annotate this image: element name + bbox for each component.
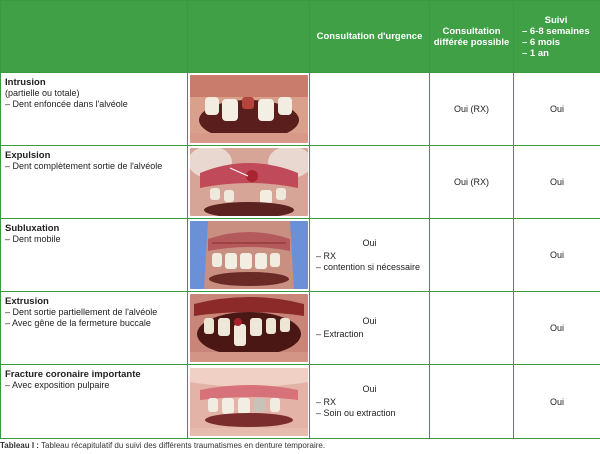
caption-label: Tableau I : bbox=[0, 441, 39, 450]
trauma-description: Expulsion – Dent complètement sortie de l'alvéole bbox=[1, 146, 188, 219]
fracture-photo bbox=[190, 368, 308, 436]
suivi-cell: Oui bbox=[514, 146, 600, 219]
suivi-cell: Oui bbox=[514, 292, 600, 365]
trauma-photo bbox=[188, 219, 310, 292]
urgence-cell: Oui – RX – Soin ou extraction bbox=[310, 365, 430, 439]
urgence-cell: Oui – RX – contention si nécessaire bbox=[310, 219, 430, 292]
table-row bbox=[1, 219, 600, 292]
suivi-cell: Oui bbox=[514, 219, 600, 292]
differee-cell bbox=[430, 219, 514, 292]
table-caption bbox=[0, 441, 325, 450]
differee-cell: Oui (RX) bbox=[430, 73, 514, 146]
header-urgence: Consultation d'urgence bbox=[310, 1, 430, 73]
trauma-description: Subluxation – Dent mobile bbox=[1, 219, 188, 292]
caption-text: Tableau récapitulatif du suivi des différents traumatismes en denture temporaire. bbox=[38, 441, 326, 450]
trauma-photo bbox=[188, 365, 310, 439]
header-differee: Consultation différée possible bbox=[430, 1, 514, 73]
differee-cell bbox=[430, 292, 514, 365]
expulsion-photo bbox=[190, 148, 308, 216]
trauma-photo bbox=[188, 292, 310, 365]
extrusion-photo bbox=[190, 294, 308, 362]
suivi-cell: Oui bbox=[514, 365, 600, 439]
header-blank-2 bbox=[188, 1, 310, 73]
trauma-description: Intrusion (partielle ou totale) – Dent enfoncée dans l'alvéole bbox=[1, 73, 188, 146]
header-row bbox=[1, 1, 600, 73]
differee-cell: Oui (RX) bbox=[430, 146, 514, 219]
table-row bbox=[1, 146, 600, 219]
trauma-description: Extrusion – Dent sortie partiellement de l'alvéole – Avec gêne de la fermeture buccale bbox=[1, 292, 188, 365]
trauma-description: Fracture coronaire importante – Avec exposition pulpaire bbox=[1, 365, 188, 439]
intrusion-photo bbox=[190, 75, 308, 143]
urgence-cell: Oui – Extraction bbox=[310, 292, 430, 365]
subluxation-photo bbox=[190, 221, 308, 289]
urgence-cell bbox=[310, 73, 430, 146]
header-blank-1 bbox=[1, 1, 188, 73]
header-suivi: Suivi – 6-8 semaines – 6 mois – 1 an bbox=[514, 1, 600, 73]
table-row bbox=[1, 292, 600, 365]
differee-cell bbox=[430, 365, 514, 439]
table-row bbox=[1, 365, 600, 439]
trauma-photo bbox=[188, 146, 310, 219]
urgence-cell bbox=[310, 146, 430, 219]
trauma-photo bbox=[188, 73, 310, 146]
suivi-cell: Oui bbox=[514, 73, 600, 146]
table-row bbox=[1, 73, 600, 146]
